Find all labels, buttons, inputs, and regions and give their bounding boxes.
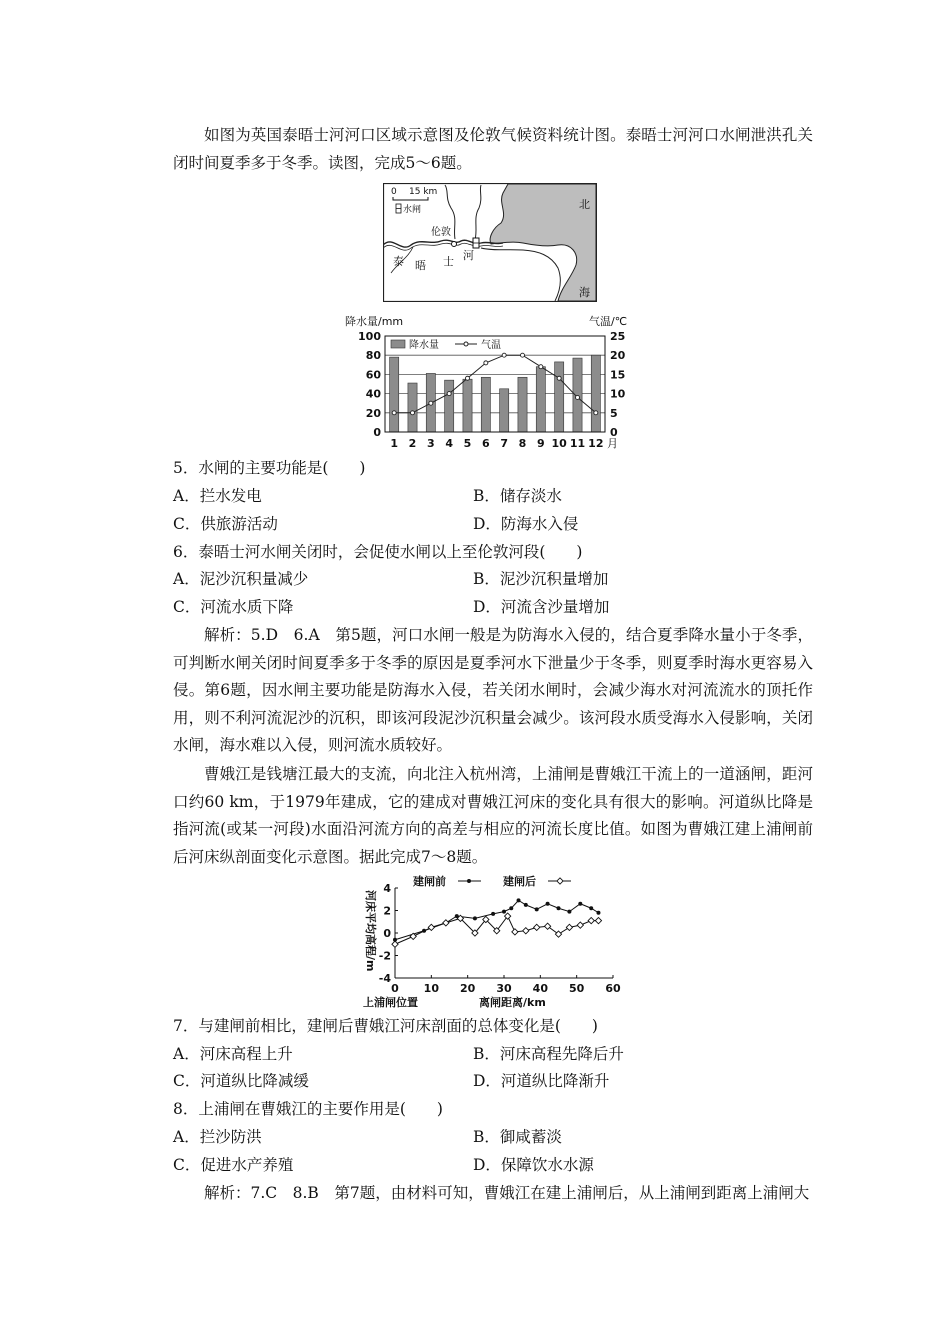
legend-precip-label: 降水量 [409, 340, 439, 351]
temp-point-8 [521, 353, 525, 357]
before-gate-point-12 [546, 902, 550, 906]
q6-stem: 6．泰晤士河水闸关闭时，会促使水闸以上至伦敦河段( ) [173, 543, 583, 561]
y-tick-label: -4 [378, 972, 391, 985]
right-tick-label: 5 [610, 406, 618, 420]
q8-option-d[interactable]: D．保障饮水水源 [473, 1156, 594, 1174]
x-axis-title: 离闸距离/km [479, 996, 546, 1009]
precip-bar-7 [500, 389, 509, 432]
precip-bar-1 [390, 357, 399, 432]
y-tick-label: -2 [378, 949, 391, 963]
after-gate-point-1 [392, 941, 398, 947]
q7-option-d[interactable]: D．河道纵比降渐升 [473, 1072, 610, 1090]
q6-option-d[interactable]: D．河流含沙量增加 [473, 598, 610, 616]
x-tick-label: 40 [532, 982, 548, 995]
before-gate-point-7 [502, 910, 506, 914]
river-label-4: 河 [463, 249, 474, 262]
q5-option-c[interactable]: C．供旅游活动 [173, 515, 278, 533]
after-gate-point-11 [523, 928, 529, 934]
q8-option-b[interactable]: B．御咸蓄淡 [473, 1128, 562, 1146]
x-tick-label: 50 [569, 982, 585, 995]
legend-temp-label: 气温 [481, 340, 501, 351]
river-label-3: 士 [443, 255, 454, 268]
q8-option-c[interactable]: C．促进水产养殖 [173, 1156, 294, 1174]
after-gate-point-16 [577, 922, 583, 928]
temp-point-7 [502, 353, 506, 357]
x-tick-label: 5 [463, 437, 472, 450]
right-tick-label: 20 [610, 349, 626, 363]
before-gate-point-10 [524, 903, 528, 907]
precip-bar-6 [481, 377, 490, 432]
before-gate-point-8 [509, 906, 513, 910]
right-tick-label: 15 [610, 368, 626, 382]
intro-paragraph-2: 曹娥江是钱塘江最大的支流，向北注入杭州湾，上浦闸是曹娥江干流上的一道涵闸，距河口约60 km，于1979年建成，它的建成对曹娥江河床的变化具有很大的影响。河道纵比降是指河流(或某一河段)水面沿河流方向的高差与相应的河流长度比值。如图为曹娥江建上浦闸前后河床纵剖面变化示意图。据此完成7～8题。 [173, 765, 813, 866]
q7-option-a[interactable]: A．河床高程上升 [173, 1045, 293, 1063]
precip-bar-4 [445, 380, 454, 432]
y-tick-label: 2 [383, 904, 391, 918]
x-tick-label: 2 [408, 437, 417, 450]
north-sea-label-2: 海 [579, 286, 590, 299]
scale-distance: 15 km [409, 187, 438, 197]
q5-option-b[interactable]: B．储存淡水 [473, 487, 562, 505]
y-tick-label: 4 [383, 882, 391, 895]
after-gate-point-4 [443, 920, 449, 926]
left-axis-title: 降水量/mm [345, 315, 404, 328]
before-gate-point-5 [473, 916, 477, 920]
x-tick-label: 6 [482, 437, 490, 450]
london-climate-chart [343, 312, 643, 454]
x-tick-label: 11 [569, 437, 586, 450]
q7-option-c[interactable]: C．河道纵比降减缓 [173, 1072, 309, 1090]
x-tick-label: 4 [445, 437, 453, 450]
before-gate-point-14 [567, 910, 571, 914]
q8-option-a[interactable]: A．拦沙防洪 [173, 1128, 262, 1146]
legend-before-label: 建闸前 [413, 875, 446, 888]
river-label-2: 晤 [415, 259, 426, 272]
analysis-5-6: 解析：5.D 6.A 第5题，河口水闸一般是为防海水入侵的，结合夏季降水量小于冬季，可判断水闸关闭时间夏季多于冬季的原因是夏季河水下泄量少于冬季，则夏季时海水更容易入侵。第6题，因水闸主要功能是防海水入侵，若关闭水闸时，会减少海水对河流流水的顶托作用，则不利河流泥沙的沉积，即该河段泥沙沉积量会减少。该河段水质受海水入侵影响，关闭水闸，海水难以入侵，则河流水质较好。 [173, 626, 813, 754]
temp-point-9 [539, 365, 543, 369]
right-tick-label: 10 [610, 387, 626, 401]
x-tick-label: 20 [460, 982, 476, 995]
x-tick-label: 9 [537, 437, 545, 450]
x-tick-label: 0 [391, 982, 399, 995]
legend-floodgate-label: 水闸 [403, 205, 422, 215]
x-tick-label: 10 [423, 982, 439, 995]
river-label-1: 泰 [393, 255, 404, 268]
riverbed-profile-chart [355, 874, 635, 1010]
x-origin-label: 上浦闸位置 [363, 996, 418, 1009]
temp-point-5 [466, 376, 470, 380]
precip-bar-8 [518, 377, 527, 432]
q6-option-a[interactable]: A．泥沙沉积量减少 [173, 570, 309, 588]
x-tick-label: 3 [427, 437, 435, 450]
legend-precip-swatch [391, 340, 405, 348]
after-gate-point-17 [588, 918, 594, 924]
precip-bar-2 [408, 383, 417, 432]
q5-option-a[interactable]: A．拦水发电 [173, 487, 262, 505]
q7-stem: 7．与建闸前相比，建闸后曹娥江河床剖面的总体变化是( ) [173, 1017, 598, 1035]
london-marker [452, 242, 457, 247]
before-gate-point-15 [578, 902, 582, 906]
right-axis-title: 气温/℃ [589, 315, 628, 328]
x-tick-label: 12 [588, 437, 604, 450]
left-tick-label: 20 [365, 406, 381, 420]
legend-before-marker [467, 879, 471, 883]
before-gate-point-9 [517, 898, 521, 902]
before-gate-point-6 [491, 912, 495, 916]
after-gate-point-15 [566, 924, 572, 930]
after-gate-point-2 [410, 933, 416, 939]
y-axis-title: 河床平均高程/m [364, 890, 377, 972]
temp-point-3 [429, 401, 433, 405]
q6-option-c[interactable]: C．河流水质下降 [173, 598, 294, 616]
q6-option-b[interactable]: B．泥沙沉积量增加 [473, 570, 609, 588]
x-tick-label: 8 [518, 437, 527, 450]
q5-stem: 5．水闸的主要功能是( ) [173, 459, 366, 477]
x-tick-label: 60 [605, 982, 621, 995]
precip-bar-9 [536, 367, 545, 432]
before-gate-point-11 [535, 907, 539, 911]
precip-bar-5 [463, 379, 472, 432]
x-unit-label: 月 [607, 437, 618, 450]
north-sea-label-1: 北 [579, 198, 590, 211]
x-tick-label: 1 [390, 437, 398, 450]
q8-stem: 8．上浦闸在曹娥江的主要作用是( ) [173, 1100, 443, 1118]
x-tick-label: 10 [551, 437, 567, 450]
legend-after-label: 建闸后 [503, 875, 536, 888]
left-tick-label: 100 [358, 330, 381, 343]
left-tick-label: 0 [373, 426, 381, 439]
after-gate-point-18 [595, 918, 601, 924]
before-gate-point-16 [589, 906, 593, 910]
intro-paragraph-1: 如图为英国泰晤士河河口区域示意图及伦敦气候资料统计图。泰晤士河河口水闸泄洪孔关闭时间夏季多于冬季。读图，完成5～6题。 [173, 126, 813, 172]
x-tick-label: 7 [500, 437, 508, 450]
before-gate-point-13 [557, 906, 561, 910]
legend-temp-marker [464, 342, 468, 346]
analysis-7-8: 解析：7.C 8.B 第7题，由材料可知，曹娥江在建上浦闸后，从上浦闸到距离上浦闸大 [204, 1184, 810, 1202]
temp-point-12 [594, 411, 598, 415]
temp-point-10 [557, 376, 561, 380]
q5-option-d[interactable]: D．防海水入侵 [473, 515, 579, 533]
thames-estuary-map [383, 183, 597, 302]
q7-option-b[interactable]: B．河床高程先降后升 [473, 1045, 624, 1063]
temp-point-2 [411, 411, 415, 415]
y-tick-label: 0 [383, 927, 391, 940]
before-gate-point-17 [596, 911, 600, 915]
precip-bar-10 [555, 362, 564, 432]
left-tick-label: 40 [365, 387, 381, 401]
temp-point-11 [576, 395, 580, 399]
london-label: 伦敦 [431, 227, 451, 238]
right-tick-label: 0 [610, 426, 618, 439]
after-gate-point-12 [534, 924, 540, 930]
temp-point-4 [447, 392, 451, 396]
temp-point-1 [392, 411, 396, 415]
left-tick-label: 80 [365, 349, 381, 363]
right-tick-label: 25 [610, 330, 626, 343]
precip-bar-12 [591, 355, 600, 432]
temp-point-6 [484, 361, 488, 365]
left-tick-label: 60 [365, 368, 381, 382]
after-gate-point-3 [428, 924, 434, 930]
legend-after-marker [557, 878, 563, 884]
x-tick-label: 30 [496, 982, 512, 995]
scale-zero: 0 [391, 187, 397, 197]
after-gate-point-10 [512, 929, 518, 935]
temperature-line [394, 355, 596, 413]
